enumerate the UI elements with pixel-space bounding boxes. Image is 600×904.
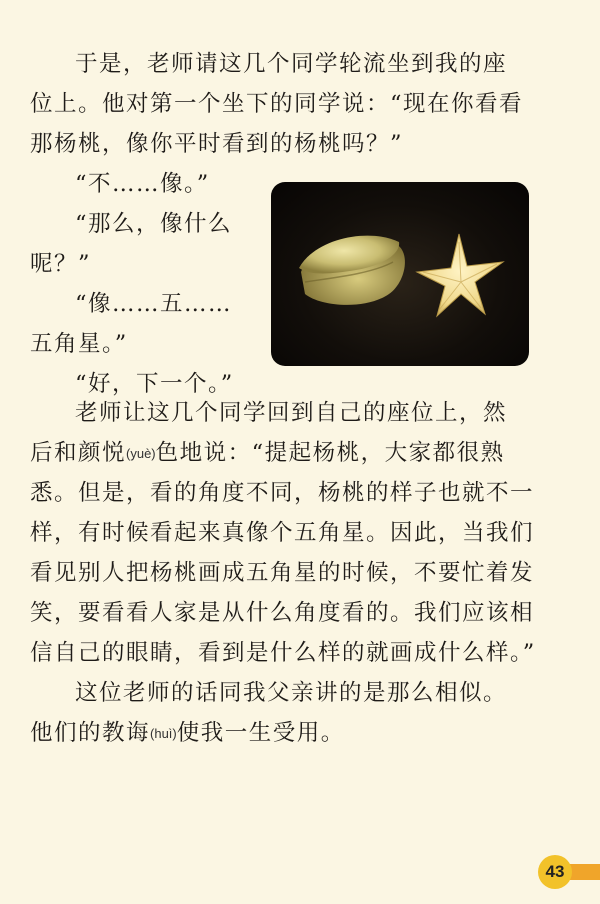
text-line: “好，下一个。” — [75, 371, 234, 397]
text-segment: 后和颜悦 — [30, 440, 127, 466]
star-cross-section — [417, 234, 503, 316]
text-line: 笑，要看看人家是从什么角度看的。我们应该相 — [30, 600, 535, 626]
text-line: 悉。但是，看的角度不同，杨桃的样子也就不一 — [30, 480, 535, 506]
text-line: “那么，像什么 — [75, 211, 233, 237]
text-segment: 色地说：“提起杨桃，大家都很熟 — [155, 440, 505, 466]
text-line: 呢？” — [30, 251, 92, 277]
text-line: 看见别人把杨桃画成五角星的时候，不要忙着发 — [30, 560, 535, 586]
text-line: “像……五…… — [75, 291, 233, 317]
text-line: 于是，老师请这几个同学轮流坐到我的座 — [75, 51, 508, 77]
text-segment: 使我一生受用。 — [176, 720, 345, 746]
text-line — [30, 438, 505, 469]
text-line: 位上。他对第一个坐下的同学说：“现在你看看 — [30, 91, 524, 117]
text-line: 那杨桃，像你平时看到的杨桃吗？” — [30, 131, 404, 157]
pinyin-annotation: (yuè) — [126, 446, 156, 461]
text-line — [30, 718, 345, 749]
text-line: 样，有时候看起来真像个五角星。因此，当我们 — [30, 520, 535, 546]
star-fruit-photo — [271, 182, 529, 366]
text-line: “不……像。” — [75, 171, 210, 197]
star-fruit-illustration — [271, 182, 529, 366]
pinyin-annotation: (huì) — [150, 726, 177, 741]
text-line: 这位老师的话同我父亲讲的是那么相似。 — [75, 680, 508, 706]
text-line: 老师让这几个同学回到自己的座位上，然 — [75, 400, 508, 426]
text-segment: 他们的教诲 — [30, 720, 151, 746]
side-view-fruit — [299, 236, 405, 305]
text-line: 五角星。” — [30, 331, 128, 357]
page-number: 43 — [538, 855, 572, 889]
text-line: 信自己的眼睛，看到是什么样的就画成什么样。” — [30, 640, 536, 666]
